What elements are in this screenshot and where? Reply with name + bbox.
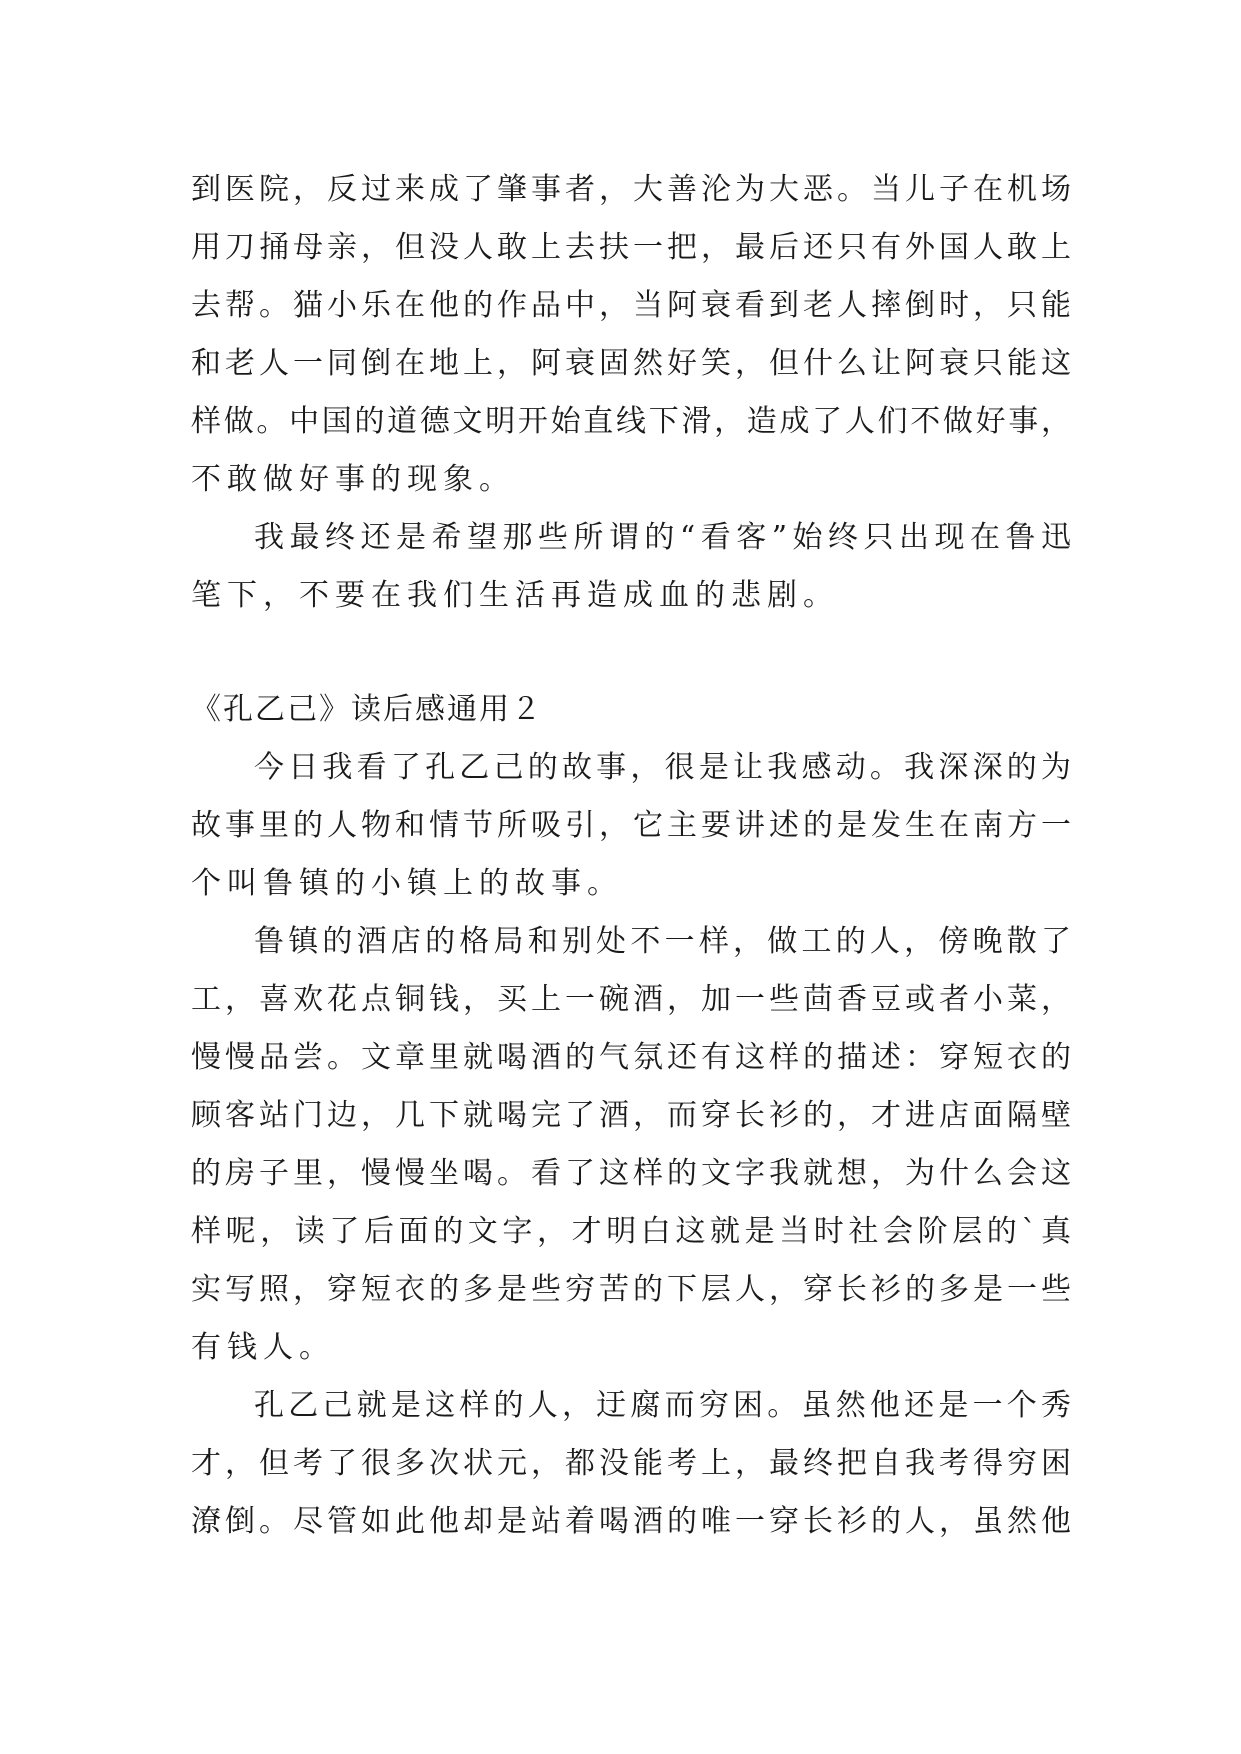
text-line: 才，但考了很多次状元，都没能考上，最终把自我考得穷困 <box>191 1446 1071 1481</box>
text-line: 有钱人。 <box>191 1330 335 1365</box>
text-line: 孔乙己就是这样的人，迂腐而穷困。虽然他还是一个秀 <box>254 1388 1071 1423</box>
text-line: 故事里的人物和情节所吸引，它主要讲述的是发生在南方一 <box>191 808 1071 843</box>
text-line: 慢慢品尝。文章里就喝酒的气氛还有这样的描述：穿短衣的 <box>191 1040 1071 1075</box>
text-line: 去帮。猫小乐在他的作品中，当阿衰看到老人摔倒时，只能 <box>191 288 1071 323</box>
text-line: 的房子里，慢慢坐喝。看了这样的文字我就想，为什么会这 <box>191 1156 1071 1191</box>
text-line: 个叫鲁镇的小镇上的故事。 <box>191 866 623 901</box>
text-line: 样做。中国的道德文明开始直线下滑，造成了人们不做好事， <box>191 404 1071 439</box>
text-line: 不敢做好事的现象。 <box>191 462 515 497</box>
text-line: 样呢，读了后面的文字，才明白这就是当时社会阶层的`真 <box>191 1214 1071 1249</box>
text-line: 笔下，不要在我们生活再造成血的悲剧。 <box>191 578 839 613</box>
section-title: 《孔乙己》读后感通用２ <box>191 692 543 727</box>
text-line: 用刀捅母亲，但没人敢上去扶一把，最后还只有外国人敢上 <box>191 230 1071 265</box>
text-line: 我最终还是希望那些所谓的“看客”始终只出现在鲁迅 <box>254 520 1071 555</box>
text-line: 和老人一同倒在地上，阿衰固然好笑，但什么让阿衰只能这 <box>191 346 1071 381</box>
text-line: 顾客站门边，几下就喝完了酒，而穿长衫的，才进店面隔壁 <box>191 1098 1071 1133</box>
text-line: 鲁镇的酒店的格局和别处不一样，做工的人，傍晚散了 <box>254 924 1071 959</box>
text-line: 今日我看了孔乙己的故事，很是让我感动。我深深的为 <box>254 750 1071 785</box>
text-line: 到医院，反过来成了肇事者，大善沦为大恶。当儿子在机场 <box>191 172 1071 207</box>
text-line: 实写照，穿短衣的多是些穷苦的下层人，穿长衫的多是一些 <box>191 1272 1071 1307</box>
text-line: 工，喜欢花点铜钱，买上一碗酒，加一些茴香豆或者小菜， <box>191 982 1071 1017</box>
text-line: 潦倒。尽管如此他却是站着喝酒的唯一穿长衫的人，虽然他 <box>191 1504 1071 1539</box>
